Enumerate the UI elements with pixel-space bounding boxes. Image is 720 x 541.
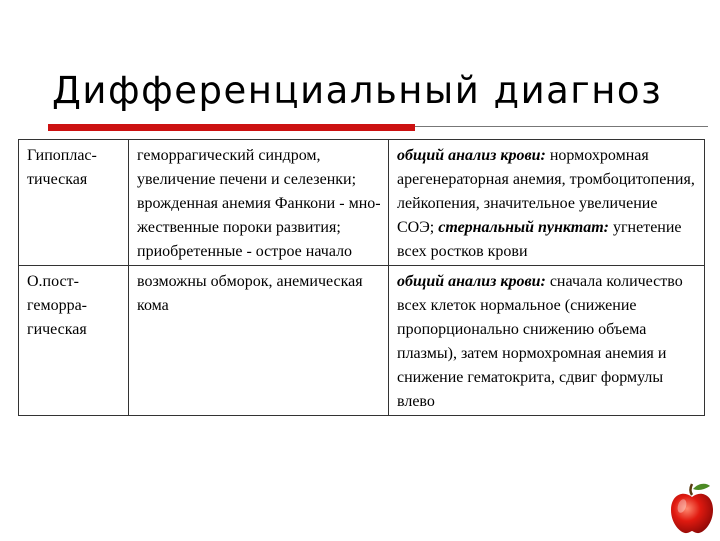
apple-icon [668,478,716,536]
lab-test-label: общий анализ крови: [397,147,546,164]
lab-test-label: стернальный пунктат: [438,219,609,236]
lab-test-text: нормохромная арегенераторная анемия, тромбоцитопения, лейкопения, значительное увеличение СОЭ; [397,147,695,236]
lab-test-label: общий анализ крови: [397,273,546,290]
lab-findings-cell [389,140,705,266]
clinical-signs-cell: возможны обморок, анемическая кома [129,266,389,416]
differential-diagnosis-table [18,139,705,416]
anemia-type-cell: О.пост-геморра-гическая [19,266,129,416]
lab-findings-cell [389,266,705,416]
table-row [19,140,705,266]
lab-test-text: сначала количество всех клеток нормальное (снижение пропорционально снижению объема плазмы), затем нормохромная анемия и снижение гематокрита, сдвиг формулы влево [397,273,683,410]
title-accent-bar [48,124,415,131]
slide-title: Дифференциальный диагноз [52,69,663,112]
table-row [19,266,705,416]
clinical-signs-cell: геморрагический синдром, увеличение печени и селезенки; врожденная анемия Фанкони - мно-жественные пороки развития; приобретенные - острое начало [129,140,389,266]
anemia-type-cell: Гипоплас-тическая [19,140,129,266]
lab-test-text: угнетение всех ростков крови [397,219,682,260]
